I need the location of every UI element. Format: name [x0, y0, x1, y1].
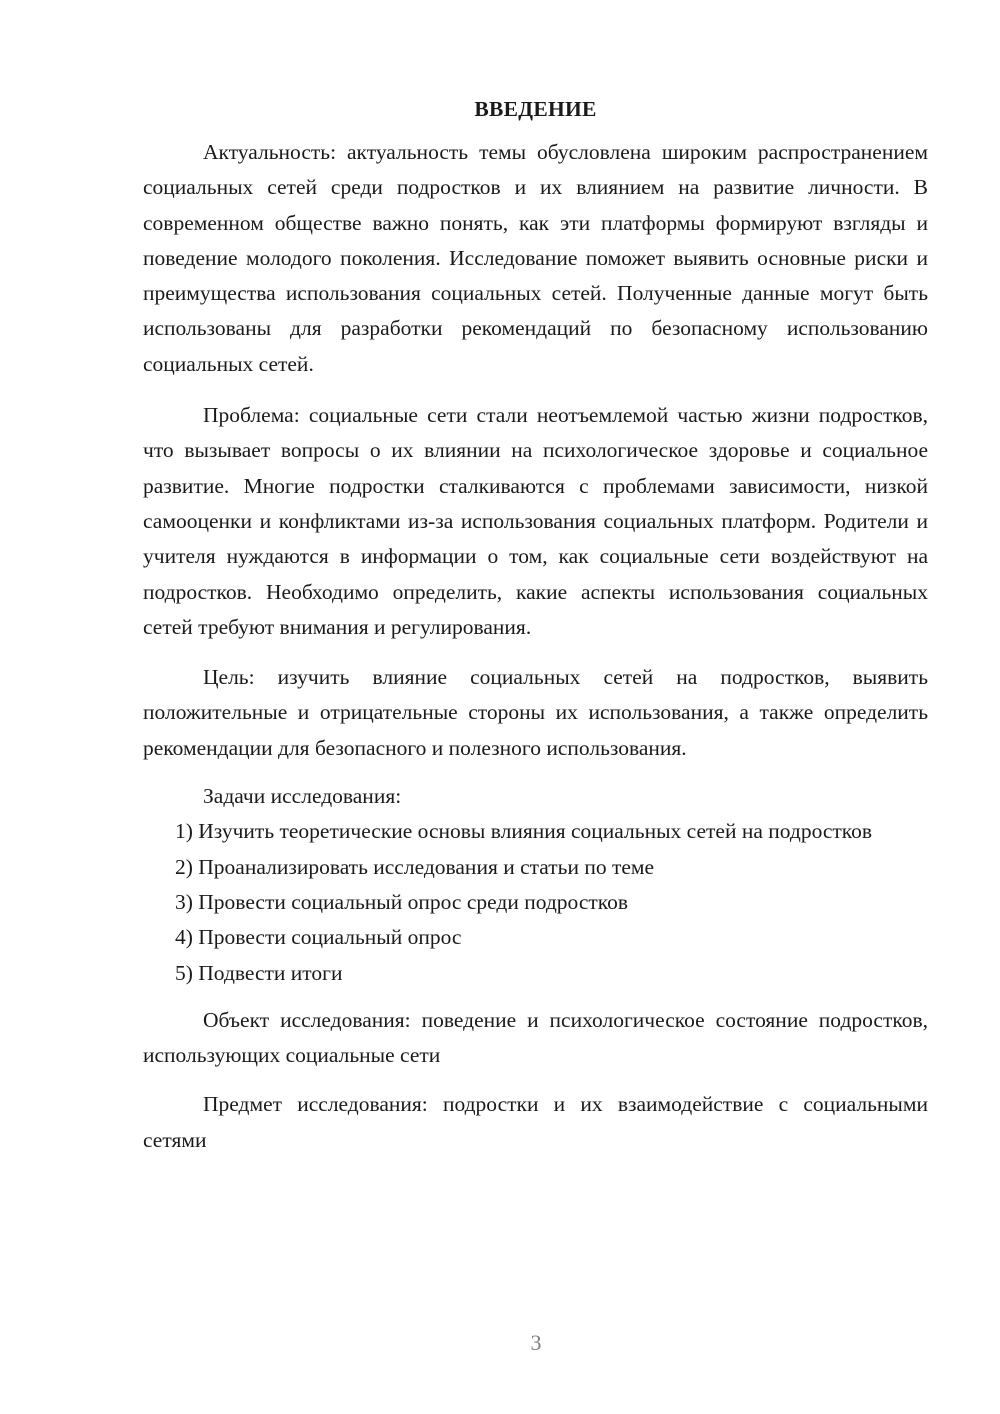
- page-number: 3: [530, 1330, 542, 1355]
- task-item-2: 2) Проанализировать исследования и статьи по теме: [175, 854, 655, 879]
- tasks-heading: Задачи исследования:: [203, 784, 402, 809]
- document-body: [143, 92, 928, 1158]
- page-title: ВВЕДЕНИЕ: [474, 97, 597, 121]
- relevance-paragraph: Актуальность: актуальность темы обусловлена широким распространением социальных сетей среди подростков и их влиянием на развитие личности. В современном обществе важно понять, как эти платформы формируют взгляды и поведение молодого поколения. Исследование поможет выявить основные риски и преимущества использования социальных сетей. Полученные данные могут быть использованы для разработки рекомендаций по безопасному использованию социальных сетей.: [143, 140, 928, 376]
- task-item-3: 3) Провести социальный опрос среди подростков: [175, 889, 629, 914]
- subject-paragraph: Предмет исследования: подростки и их взаимодействие с социальными сетями: [143, 1092, 928, 1152]
- tasks-list: [143, 814, 928, 990]
- task-item-1: 1) Изучить теоретические основы влияния социальных сетей на подростков: [175, 819, 873, 844]
- object-paragraph: Объект исследования: поведение и психологическое состояние подростков, использующих социальные сети: [143, 1007, 928, 1068]
- problem-paragraph: Проблема: социальные сети стали неотъемлемой частью жизни подростков, что вызывает вопросы о их влиянии на психологическое здоровье и социальное развитие. Многие подростки сталкиваются с проблемами зависимости, низкой самооценки и конфликтами из-за использования социальных платформ. Родители и учителя нуждаются в информации о том, как социальные сети воздействуют на подростков. Необходимо определить, какие аспекты использования социальных сетей требуют внимания и регулирования.: [143, 403, 928, 639]
- goal-paragraph: Цель: изучить влияние социальных сетей на подростков, выявить положительные и отрицательные стороны их использования, а также определить рекомендации для безопасного и полезного использования.: [143, 665, 928, 760]
- task-item-5: 5) Подвести итоги: [175, 960, 343, 985]
- task-item-4: 4) Провести социальный опрос: [175, 925, 462, 950]
